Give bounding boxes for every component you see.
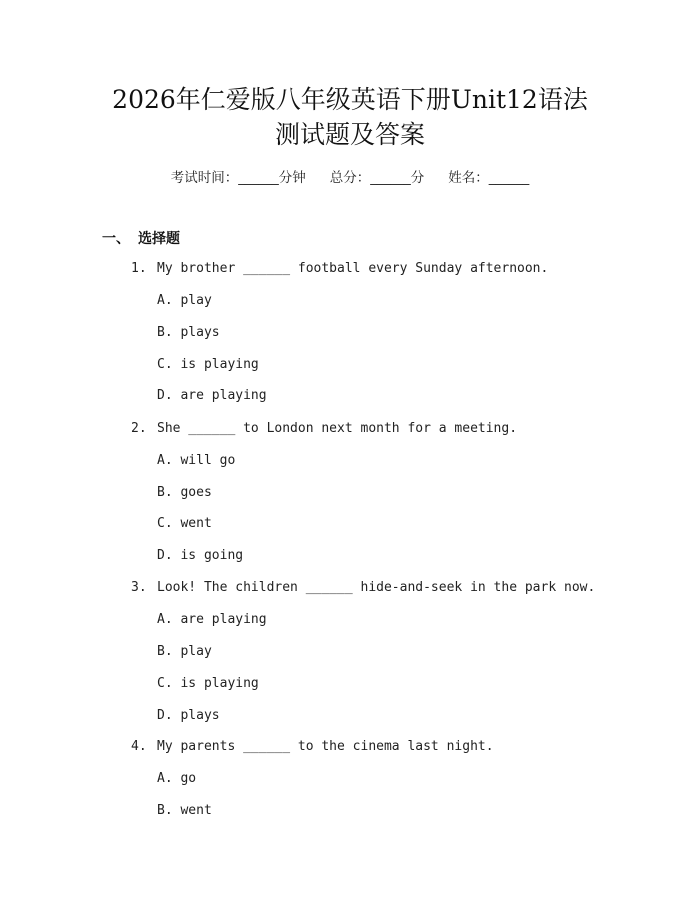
section-heading <box>102 229 180 249</box>
question-1-option-d: D. are playing <box>157 388 267 403</box>
question-text: Look! The children ______ hide-and-seek in the park now. <box>157 580 596 595</box>
question-text: She ______ to London next month for a meeting. <box>157 421 518 436</box>
question-3-option-d: D. plays <box>157 708 220 723</box>
question-1 <box>131 260 548 278</box>
question-3-option-b: B. play <box>157 644 212 659</box>
question-2-option-d: D. is going <box>157 548 244 563</box>
question-2-option-c: C. went <box>157 516 212 531</box>
question-4-option-b: B. went <box>157 803 212 818</box>
document-title-line-2: 测试题及答案 <box>274 120 425 149</box>
question-text: My parents ______ to the cinema last night. <box>157 739 494 754</box>
student-name-field: 姓名：______ <box>448 170 530 186</box>
exam-info-row <box>0 168 700 188</box>
question-2-option-a: A. will go <box>157 453 236 468</box>
question-4-option-a: A. go <box>157 771 197 786</box>
question-number: 3. <box>131 580 147 595</box>
question-text: My brother ______ football every Sunday afternoon. <box>157 261 549 276</box>
exam-time-field: 考试时间：______分钟 <box>170 170 306 186</box>
question-3-option-a: A. are playing <box>157 612 267 627</box>
question-2 <box>131 420 517 438</box>
total-score-field: 总分：______分 <box>329 170 425 186</box>
section-title: 选择题 <box>138 231 180 247</box>
section-number: 一、 <box>102 231 130 247</box>
question-3-option-c: C. is playing <box>157 676 259 691</box>
question-1-option-a: A. play <box>157 293 212 308</box>
document-title-line-1: 2026年仁爱版八年级英语下册Unit12语法 <box>112 85 588 114</box>
question-number: 4. <box>131 739 147 754</box>
question-number: 2. <box>131 421 147 436</box>
question-2-option-b: B. goes <box>157 485 212 500</box>
question-number: 1. <box>131 261 147 276</box>
question-4 <box>131 738 494 756</box>
question-3 <box>131 579 595 597</box>
question-1-option-c: C. is playing <box>157 357 259 372</box>
question-1-option-b: B. plays <box>157 325 220 340</box>
